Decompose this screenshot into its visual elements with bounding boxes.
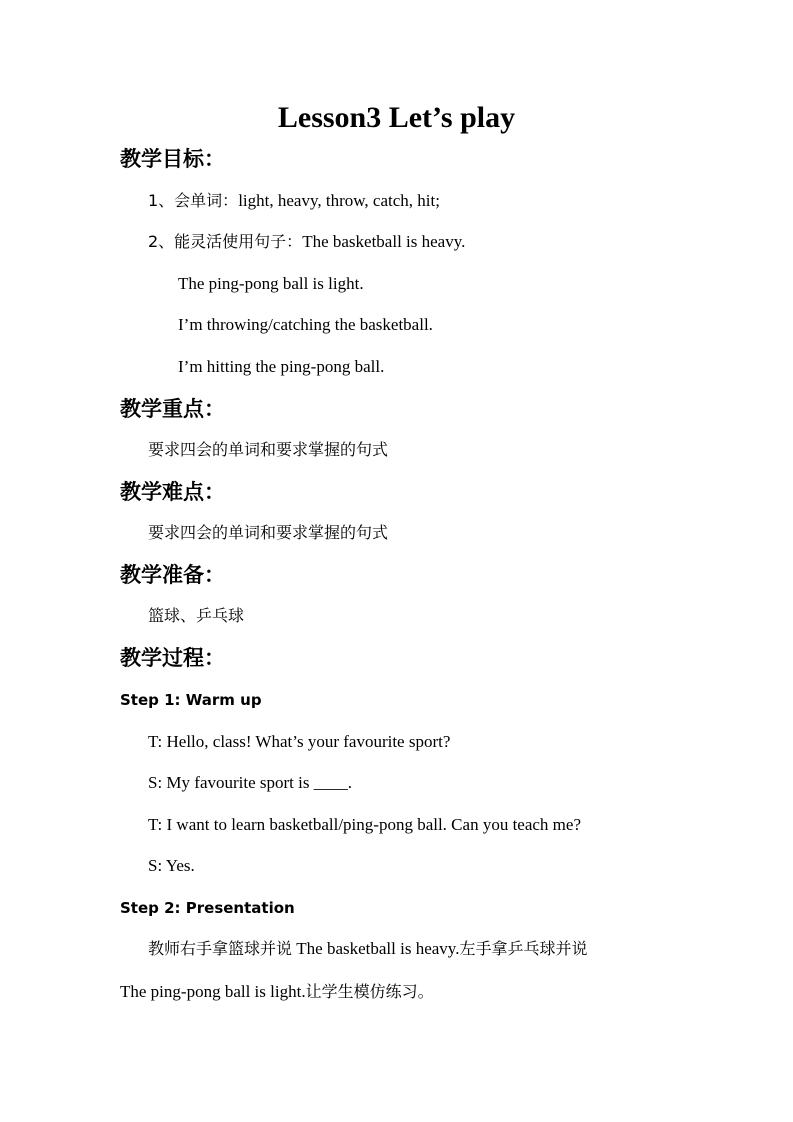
step-1-title: Step 1: Warm up [120,691,262,709]
dialogue-line: T: I want to learn basketball/ping-pong ball. Can you teach me? [148,815,581,834]
objectives-heading: 教学目标： [120,147,225,171]
presentation-line-1 [148,937,587,961]
objective-sentence: I’m hitting the ping-pong ball. [178,357,385,376]
presentation-line-1-cn-b: 左手拿乒乓球并说 [459,939,588,958]
objective-item-1-prefix: 1、会单词： [148,191,239,210]
key-points-heading: 教学重点： [120,397,225,421]
step-2-title: Step 2: Presentation [120,899,295,917]
presentation-line-2-en: The ping-pong ball is light. [120,982,306,1001]
dialogue-line: S: My favourite sport is ____. [148,773,352,792]
difficulties-heading: 教学难点： [120,480,225,504]
objective-item-2-prefix: 2、能灵活使用句子： [148,232,303,251]
process-heading: 教学过程： [120,646,225,670]
presentation-line-2-cn: 让学生模仿练习。 [305,982,434,1001]
presentation-line-1-cn-a: 教师右手拿篮球并说 [148,939,293,958]
objective-sentence: The ping-pong ball is light. [178,274,364,293]
objective-item-2 [148,230,465,254]
presentation-line-2 [120,980,434,1004]
objective-sentence: I’m throwing/catching the basketball. [178,315,433,334]
preparation-text: 篮球、乒乓球 [148,606,245,625]
lesson-title: Lesson3 Let’s play [277,101,516,134]
difficulties-text: 要求四会的单词和要求掌握的句式 [148,523,389,542]
objective-item-2-text: The basketball is heavy. [302,232,466,251]
dialogue-line: S: Yes. [148,856,195,875]
objective-item-1 [148,189,440,213]
objective-item-1-text: light, heavy, throw, catch, hit; [238,191,440,210]
dialogue-line: T: Hello, class! What’s your favourite sport? [148,732,451,751]
key-points-text: 要求四会的单词和要求掌握的句式 [148,440,389,459]
presentation-line-1-en: The basketball is heavy. [292,939,460,958]
preparation-heading: 教学准备： [120,563,225,587]
